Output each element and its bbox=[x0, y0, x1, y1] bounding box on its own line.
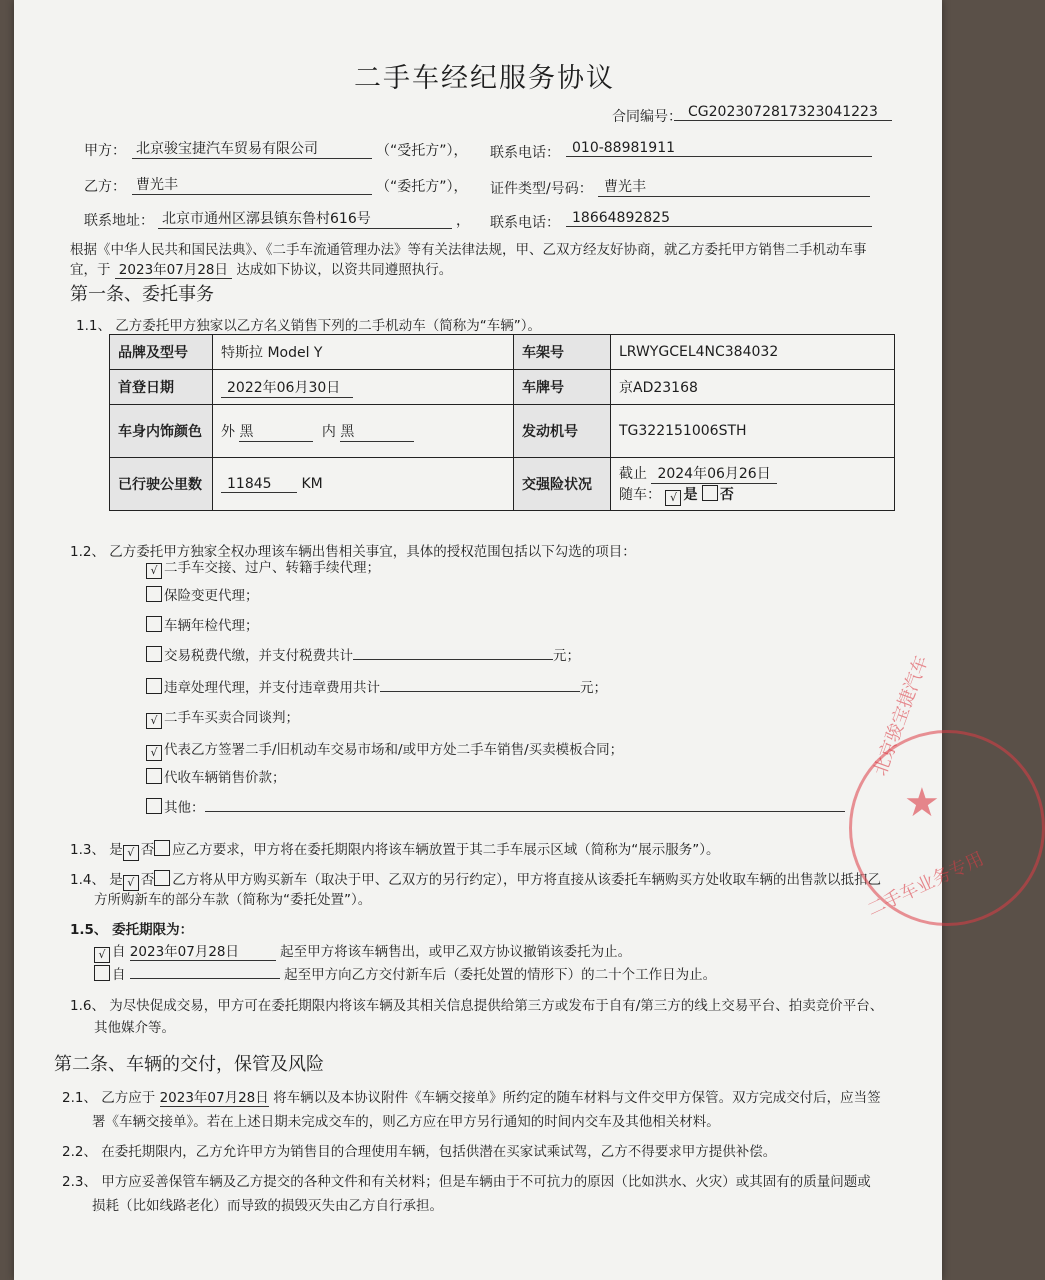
vin-value: LRWYGCEL4NC384032 bbox=[611, 335, 895, 370]
authorization-option bbox=[146, 796, 845, 816]
clause-1-6-cont: 其他媒介等。 bbox=[94, 1020, 175, 1036]
option-checkbox[interactable]: √ bbox=[146, 563, 162, 579]
party-b-tel: 18664892825 bbox=[566, 210, 872, 227]
seal-top-text: 北京骏宝捷汽车 bbox=[869, 652, 933, 779]
mileage-value: 11845 bbox=[221, 476, 297, 493]
exterior-label: 外 bbox=[221, 423, 235, 440]
clause-2-1-date: 2023年07月28日 bbox=[160, 1086, 269, 1107]
reg-date-value: 2022年06月30日 bbox=[221, 377, 353, 398]
preamble-line-1: 根据《中华人民共和国民法典》、《二手车流通管理办法》等有关法律法规，甲、乙双方经友好协商，就乙方委托甲方销售二手机动车事 bbox=[70, 242, 867, 258]
term-option-2 bbox=[94, 962, 716, 983]
mileage-unit: KM bbox=[301, 475, 323, 492]
address-end: ， bbox=[456, 213, 470, 229]
document-page bbox=[14, 0, 988, 1280]
option-checkbox[interactable] bbox=[146, 768, 162, 784]
document-title: 二手车经纪服务协议 bbox=[354, 63, 615, 94]
option-checkbox[interactable] bbox=[146, 678, 162, 694]
authorization-option bbox=[146, 614, 259, 634]
preamble-line-2 bbox=[70, 258, 452, 279]
clause-1-5: 1.5、 委托期限为： bbox=[70, 922, 194, 938]
authorization-option bbox=[146, 738, 623, 761]
section-2-heading: 第二条、车辆的交付，保管及风险 bbox=[54, 1054, 324, 1075]
preamble-prefix: 宜，于 bbox=[70, 262, 111, 278]
clause-1-4-no-label: 否 bbox=[140, 872, 155, 888]
plate-value: 京AD23168 bbox=[611, 370, 895, 405]
term-option-2-text: 起至甲方向乙方交付新车后（委托处置的情形下）的二十个工作日为止。 bbox=[284, 967, 717, 983]
party-b-tel-label: 联系电话： bbox=[490, 215, 560, 231]
option-label: 二手车交接、过户、转籍手续代理； bbox=[164, 560, 380, 576]
color-label: 车身内饰颜色 bbox=[110, 405, 213, 458]
party-a-tel-label: 联系电话： bbox=[490, 145, 560, 161]
engine-label: 发动机号 bbox=[514, 405, 611, 458]
preamble-suffix: 达成如下协议，以资共同遵照执行。 bbox=[236, 262, 453, 278]
with-car-yes-checkbox[interactable]: √ bbox=[665, 490, 681, 506]
reg-date-label: 首登日期 bbox=[110, 370, 213, 405]
clause-1-4-prefix: 1.4、 是 bbox=[70, 872, 123, 888]
clause-2-2: 2.2、 在委托期限内，乙方允许甲方为销售目的合理使用车辆，包括供潜在买家试乘试驾，乙方不得要求甲方提供补偿。 bbox=[62, 1144, 777, 1160]
term-option-1-prefix: 自 bbox=[112, 944, 126, 960]
clause-2-1-prefix: 2.1、 乙方应于 bbox=[62, 1090, 156, 1106]
party-a-label: 甲方： bbox=[84, 143, 126, 159]
party-b-label: 乙方： bbox=[84, 179, 126, 195]
clause-1-2: 1.2、 乙方委托甲方独家全权办理该车辆出售相关事宜，具体的授权范围包括以下勾选的项目： bbox=[70, 544, 636, 560]
party-a-role: （“受托方”）， bbox=[376, 143, 468, 159]
bleed-through-text bbox=[84, 38, 96, 55]
authorization-option bbox=[146, 706, 299, 729]
seal-bottom-text: 二手车业务专用 bbox=[864, 848, 988, 921]
option-label: 其他： bbox=[164, 800, 205, 816]
option-tail: 元； bbox=[580, 680, 607, 696]
authorization-option bbox=[146, 766, 286, 786]
option-label: 保险变更代理； bbox=[164, 588, 259, 604]
option-label: 代表乙方签署二手/旧机动车交易市场和/或甲方处二手车销售/买卖模板合同； bbox=[164, 742, 624, 758]
party-a-name: 北京骏宝捷汽车贸易有限公司 bbox=[132, 138, 372, 159]
insurance-until-date: 2024年06月26日 bbox=[651, 463, 776, 484]
address: 北京市通州区漷县镇东鲁村616号 bbox=[158, 208, 452, 229]
term-option-2-checkbox[interactable] bbox=[94, 965, 110, 981]
party-b-role: （“委托方”）， bbox=[376, 179, 468, 195]
authorization-option bbox=[146, 556, 380, 579]
clause-1-1: 1.1、 乙方委托甲方独家以乙方名义销售下列的二手机动车（简称为“车辆”）。 bbox=[76, 318, 541, 334]
party-b-id-label: 证件类型/号码： bbox=[490, 181, 593, 197]
preamble-date: 2023年07月28日 bbox=[115, 258, 232, 279]
engine-value: TG322151006STH bbox=[611, 405, 895, 458]
clause-1-4-cont: 方所购新车的部分车款（简称为“委托处置”）。 bbox=[94, 892, 372, 908]
option-checkbox[interactable] bbox=[146, 616, 162, 632]
color-cell bbox=[213, 405, 514, 458]
authorization-option bbox=[146, 644, 580, 664]
clause-2-1-text: 将车辆以及本协议附件《车辆交接单》所约定的随车材料与文件交甲方保管。双方完成交付后，应当签 bbox=[273, 1090, 881, 1106]
vehicle-table bbox=[109, 334, 895, 511]
party-b-name: 曹光丰 bbox=[132, 174, 372, 195]
option-blank bbox=[380, 676, 580, 692]
interior-label: 内 bbox=[321, 423, 336, 440]
address-label: 联系地址： bbox=[84, 213, 154, 229]
insurance-until-row bbox=[619, 463, 886, 484]
contract-number: CG2023072817323041223 bbox=[674, 104, 892, 121]
term-option-1 bbox=[94, 940, 631, 963]
contract-number-label: 合同编号： bbox=[612, 109, 682, 125]
exterior-color: 黑 bbox=[239, 421, 313, 442]
term-option-2-prefix: 自 bbox=[112, 967, 126, 983]
clause-2-1-cont: 署《车辆交接单》。若在上述日期未完成交车的，则乙方应在甲方另行通知的时间内交车及其他相关材料。 bbox=[92, 1114, 720, 1130]
vin-label: 车架号 bbox=[514, 335, 611, 370]
clause-1-3-text: 应乙方要求，甲方将在委托期限内将该车辆放置于其二手车展示区域（简称为“展示服务”）。 bbox=[172, 842, 720, 858]
insurance-label: 交强险状况 bbox=[514, 458, 611, 511]
clause-1-3-prefix: 1.3、 是 bbox=[70, 842, 123, 858]
mileage-cell bbox=[213, 458, 514, 511]
option-checkbox[interactable] bbox=[146, 586, 162, 602]
section-1-heading: 第一条、委托事务 bbox=[70, 284, 214, 305]
option-blank bbox=[353, 644, 553, 660]
option-tail: 元； bbox=[553, 648, 580, 664]
option-checkbox[interactable]: √ bbox=[146, 713, 162, 729]
with-car-yes-label: 是 bbox=[683, 486, 698, 503]
insurance-until-label: 截止 bbox=[619, 465, 647, 482]
with-car-no-checkbox[interactable] bbox=[702, 485, 718, 501]
clause-1-3 bbox=[70, 838, 720, 861]
authorization-option bbox=[146, 676, 607, 696]
authorization-option bbox=[146, 584, 259, 604]
term-option-1-text: 起至甲方将该车辆售出，或甲乙双方协议撤销该委托为止。 bbox=[280, 944, 632, 960]
option-label: 代收车辆销售价款； bbox=[164, 770, 286, 786]
term-option-1-checkbox[interactable]: √ bbox=[94, 947, 110, 963]
with-car-row bbox=[619, 484, 886, 506]
clause-1-3-yes-checkbox[interactable]: √ bbox=[123, 845, 139, 861]
option-label: 交易税费代缴，并支付税费共计 bbox=[164, 648, 353, 664]
reg-date-cell bbox=[213, 370, 514, 405]
party-a-tel: 010-88981911 bbox=[566, 140, 872, 157]
interior-color: 黑 bbox=[340, 421, 414, 442]
term-option-2-date-blank bbox=[130, 962, 280, 979]
term-start-date: 2023年07月28日 bbox=[130, 940, 276, 961]
clause-2-3-cont: 损耗（比如线路老化）而导致的损毁灭失由乙方自行承担。 bbox=[92, 1198, 443, 1214]
clause-1-6: 1.6、 为尽快促成交易，甲方可在委托期限内将该车辆及其相关信息提供给第三方或发布于自有/第三方的线上交易平台、拍卖竞价平台、 bbox=[70, 998, 884, 1014]
option-label: 二手车买卖合同谈判； bbox=[164, 710, 299, 726]
brand-label: 品牌及型号 bbox=[110, 335, 213, 370]
clause-2-1 bbox=[62, 1086, 881, 1107]
clause-1-3-no-checkbox[interactable] bbox=[154, 840, 170, 856]
with-car-label: 随车： bbox=[619, 486, 661, 503]
clause-1-3-no-label: 否 bbox=[140, 842, 155, 858]
option-checkbox[interactable] bbox=[146, 646, 162, 662]
insurance-cell bbox=[611, 458, 895, 511]
clause-1-4-no-checkbox[interactable] bbox=[154, 870, 170, 886]
seal-star-icon: ★ bbox=[904, 780, 940, 826]
option-label: 车辆年检代理； bbox=[164, 618, 259, 634]
clause-1-4-yes-checkbox[interactable]: √ bbox=[123, 875, 139, 891]
party-b-id: 曹光丰 bbox=[598, 176, 870, 197]
with-car-no-label: 否 bbox=[719, 486, 734, 503]
brand-value: 特斯拉 Model Y bbox=[213, 335, 514, 370]
option-blank bbox=[205, 796, 845, 812]
clause-1-4-text: 乙方将从甲方购买新车（取决于甲、乙双方的另行约定），甲方将直接从该委托车辆购买方处收取车辆的出售款以抵扣乙 bbox=[172, 872, 882, 888]
option-label: 违章处理代理，并支付违章费用共计 bbox=[164, 680, 380, 696]
mileage-label: 已行驶公里数 bbox=[110, 458, 213, 511]
plate-label: 车牌号 bbox=[514, 370, 611, 405]
clause-2-3: 2.3、 甲方应妥善保管车辆及乙方提交的各种文件和有关材料；但是车辆由于不可抗力的原因（比如洪水、火灾）或其固有的质量问题或 bbox=[62, 1174, 871, 1190]
option-checkbox[interactable]: √ bbox=[146, 745, 162, 761]
option-checkbox[interactable] bbox=[146, 798, 162, 814]
